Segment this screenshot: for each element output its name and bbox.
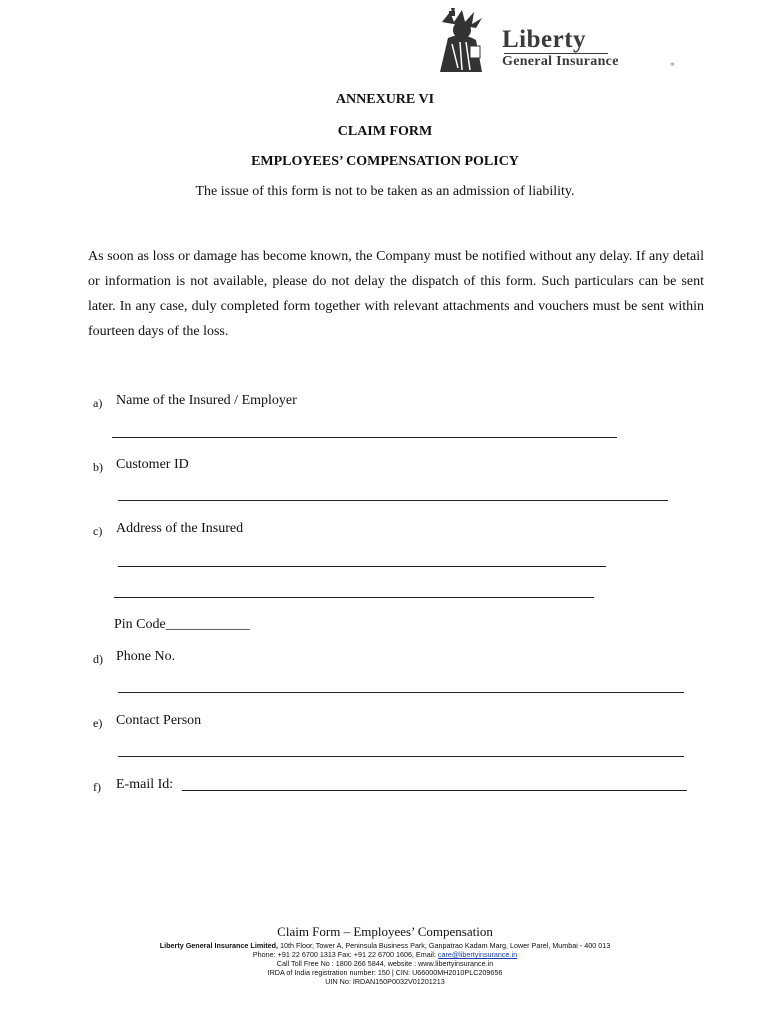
contact-person-label: Contact Person — [116, 713, 202, 728]
form-title: CLAIM FORM — [337, 124, 433, 139]
disclaimer-text: The issue of this form is not to be taken as an admission of liability. — [195, 184, 575, 199]
footer-company: Liberty General Insurance Limited, — [159, 941, 278, 950]
field-marker-a: a) — [93, 396, 103, 410]
footer-email-link[interactable]: care@libertyinsurance.in — [437, 950, 518, 959]
policy-title: EMPLOYEES’ COMPENSATION POLICY — [251, 154, 519, 169]
field-marker-f: f) — [93, 780, 101, 794]
footer-irda: IRDA of India registration number: 150 | CIN: U66000MH2010PLC209656 — [267, 968, 503, 977]
instructions-paragraph: As soon as loss or damage has become known, the Company must be notified without any delay. If any detail or information is not available, please do not delay the dispatch of this form. Such particulars can be sent later. In any case, duly completed form together with relevant attachments and vouchers must be sent within fourteen days of the loss. — [88, 249, 704, 339]
insured-name-field[interactable] — [112, 437, 617, 438]
footer-title: Claim Form – Employees’ Compensation — [277, 924, 493, 939]
registered-mark: ® — [670, 62, 675, 68]
footer-contact — [0, 950, 770, 959]
pin-code-field[interactable]: Pin Code____________ — [114, 617, 250, 632]
field-marker-e: e) — [93, 716, 103, 730]
statue-of-liberty-icon — [432, 8, 500, 72]
field-marker-c: c) — [93, 524, 103, 538]
footer-tollfree: Call Toll Free No : 1800 266 5844, website : www.libertyinsurance.in — [276, 959, 494, 968]
address-label: Address of the Insured — [116, 521, 244, 536]
phone-label: Phone No. — [116, 649, 176, 664]
footer-address — [0, 941, 770, 950]
insured-name-label: Name of the Insured / Employer — [116, 393, 297, 408]
customer-id-label: Customer ID — [116, 457, 189, 472]
footer-phone: Phone: +91 22 6700 1313 Fax: +91 22 6700 1606, Email: — [252, 950, 438, 959]
footer-address-text: 10th Floor, Tower A, Peninsula Business Park, Ganpatrao Kadam Marg, Lower Parel, Mumbai - 400 013 — [277, 941, 611, 950]
annexure-heading: ANNEXURE VI — [335, 92, 435, 107]
contact-person-field[interactable] — [118, 756, 684, 757]
field-marker-d: d) — [93, 652, 103, 666]
customer-id-field[interactable] — [118, 500, 668, 501]
footer-uin: UIN No: IRDAN150P0032V01201213 — [325, 977, 445, 986]
brand-subtitle: General Insurance — [502, 54, 619, 69]
phone-field[interactable] — [118, 692, 684, 693]
email-label: E-mail Id: — [116, 777, 174, 792]
address-field-line-2[interactable] — [114, 597, 594, 598]
address-field-line-1[interactable] — [118, 566, 606, 567]
brand-name: Liberty — [502, 26, 587, 53]
email-field[interactable] — [182, 790, 687, 791]
field-marker-b: b) — [93, 460, 103, 474]
company-logo — [432, 8, 682, 74]
